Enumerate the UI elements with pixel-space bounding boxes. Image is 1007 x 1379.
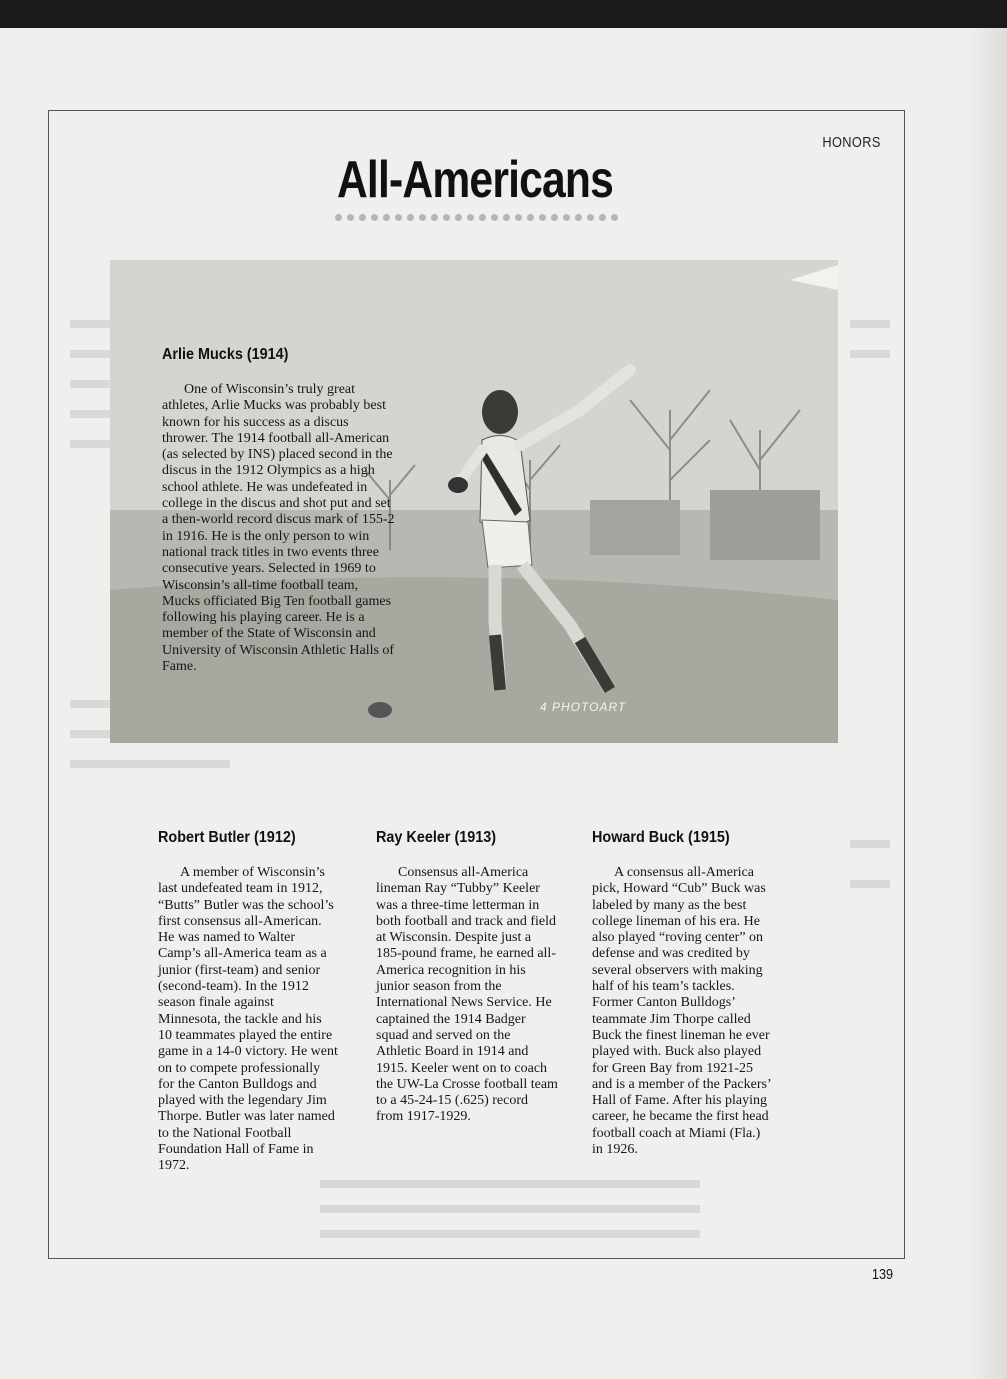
- column-heading: Ray Keeler (1913): [376, 829, 497, 846]
- column-bio: A member of Wisconsin’s last undefeated team in 1912, “Butts” Butler was the school’s first consensus all-American. He was named to Walter Camp’s all-America team as a junior (first-team) and senior (second-team). In the 1912 season finale against Minnesota, the tackle and his 10 teammates played the entire game in a 14-0 victory. He went on to compete professionally for the Canton Bulldogs and played with the legendary Jim Thorpe. Butler was later named to the National Football Foundation Hall of Fame in 1972.: [158, 865, 338, 1174]
- page-edge-shadow: [967, 28, 1007, 1379]
- page-number: 139: [871, 1266, 894, 1283]
- title-dot-rule: [335, 210, 635, 224]
- photo-credit: 4 PHOTOART: [540, 700, 627, 714]
- column-ray-keeler: [376, 829, 558, 1126]
- section-label: HONORS: [822, 134, 881, 151]
- feature-heading: Arlie Mucks (1914): [162, 346, 289, 363]
- column-robert-butler: [158, 829, 338, 1175]
- column-bio: Consensus all-America lineman Ray “Tubby” Keeler was a three-time letterman in both football and track and field at Wisconsin. Despite just a 185-pound frame, he earned all-America recognition in his junior season from the International News Service. He captained the 1914 Badger squad and served on the Athletic Board in 1914 and 1915. Keeler went on to coach the UW-La Crosse football team to a 45-24-15 (.625) record from 1917-1929.: [376, 865, 558, 1125]
- page-title: All-Americans: [336, 151, 614, 209]
- feature-bio: One of Wisconsin’s truly great athletes, Arlie Mucks was probably best known for his success as a discus thrower. The 1914 football all-American (as selected by INS) placed second in the discus in the 1912 Olympics as a high school athlete. He was undefeated in college in the discus and shot put and set a then-world record discus mark of 155-2 in 1916. He is the only person to win national track titles in two events three consecutive years. Selected in 1969 to Wisconsin’s all-time football team, Mucks officiated Big Ten football games following his playing career. He is a member of the State of Wisconsin and University of Wisconsin Athletic Halls of Fame.: [162, 382, 395, 675]
- feature-arlie-mucks: [162, 346, 398, 675]
- column-bio: A consensus all-America pick, Howard “Cub” Buck was labeled by many as the best college lineman of his era. He also played “roving center” on defense and was credited by several observers with making half of his team’s tackles. Former Canton Bulldogs’ teammate Jim Thorpe called Buck the finest lineman he ever played with. Buck also played for Green Bay from 1921-25 and is a member of the Packers’ Hall of Fame. After his playing career, he became the first head football coach at Miami (Fla.) in 1926.: [592, 865, 771, 1158]
- column-heading: Howard Buck (1915): [592, 829, 730, 846]
- column-howard-buck: [592, 829, 772, 1158]
- column-heading: Robert Butler (1912): [158, 829, 296, 846]
